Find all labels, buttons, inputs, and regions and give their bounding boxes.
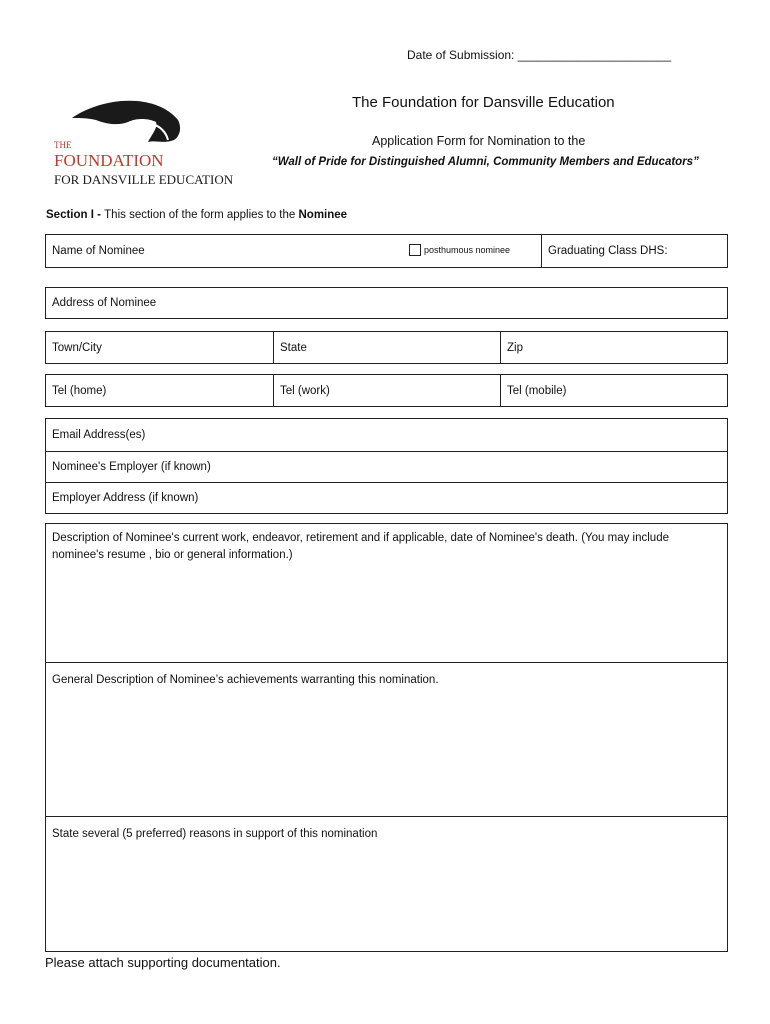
logo-text-foundation: FOUNDATION [54, 151, 164, 170]
reasons-label: State several (5 preferred) reasons in support of this nomination [52, 828, 378, 840]
nominee-name-row [45, 234, 728, 268]
employer-field[interactable] [46, 452, 727, 482]
footer-note: Please attach supporting documentation. [45, 955, 281, 970]
wall-of-pride-title: “Wall of Pride for Distinguished Alumni, Community Members and Educators” [272, 156, 699, 168]
descriptions-block [45, 523, 728, 952]
graduating-class-field[interactable] [542, 235, 727, 267]
section-bold: Nominee [298, 209, 348, 221]
section-text: This section of the form applies to the [104, 209, 299, 221]
address-label: Address of Nominee [52, 297, 157, 309]
town-state-zip-row [45, 331, 728, 364]
section-prefix: Section I - [46, 209, 105, 221]
date-of-submission: Date of Submission: _______________________ [407, 48, 672, 62]
achievements-field[interactable] [46, 663, 727, 816]
logo-text-dansville: FOR DANSVILLE EDUCATION [54, 172, 234, 187]
current-work-field[interactable] [46, 524, 727, 662]
contact-employer-block [45, 418, 728, 514]
state-field[interactable] [274, 332, 500, 363]
zip-label: Zip [507, 341, 523, 354]
tel-home-field[interactable] [46, 375, 273, 406]
nominee-name-field[interactable] [46, 235, 406, 267]
posthumous-label: posthumous nominee [424, 245, 511, 255]
graduating-class-label: Graduating Class DHS: [548, 245, 668, 257]
email-field[interactable] [46, 419, 727, 451]
form-subtitle: Application Form for Nomination to the [372, 134, 586, 148]
posthumous-checkbox[interactable] [409, 244, 421, 256]
tel-mobile-label: Tel (mobile) [507, 384, 567, 397]
state-label: State [280, 341, 307, 354]
achievements-label: General Description of Nominee’s achievements warranting this nomination. [52, 674, 439, 686]
section-heading [46, 209, 347, 221]
foundation-logo [52, 96, 234, 191]
tel-mobile-field[interactable] [501, 375, 727, 406]
employer-address-label: Employer Address (if known) [52, 492, 199, 504]
employer-address-field[interactable] [46, 483, 727, 513]
current-work-label: Description of Nominee's current work, endeavor, retirement and if applicable, date of Nominee's death. (You may include nominee's resume , bio or general information.) [52, 532, 669, 561]
reasons-field[interactable] [46, 817, 727, 951]
town-field[interactable] [46, 332, 273, 363]
zip-field[interactable] [501, 332, 727, 363]
nominee-name-label: Name of Nominee [52, 245, 145, 257]
horse-head-icon [52, 96, 234, 191]
tel-home-label: Tel (home) [52, 384, 107, 397]
organization-title: The Foundation for Dansville Education [352, 94, 615, 111]
tel-work-field[interactable] [274, 375, 500, 406]
address-field[interactable] [45, 287, 728, 319]
posthumous-option[interactable] [409, 244, 510, 256]
logo-text-the: THE [54, 140, 72, 150]
telephone-row [45, 374, 728, 407]
tel-work-label: Tel (work) [280, 384, 330, 397]
town-label: Town/City [52, 341, 102, 354]
email-label: Email Address(es) [52, 429, 146, 441]
employer-label: Nominee's Employer (if known) [52, 461, 211, 473]
